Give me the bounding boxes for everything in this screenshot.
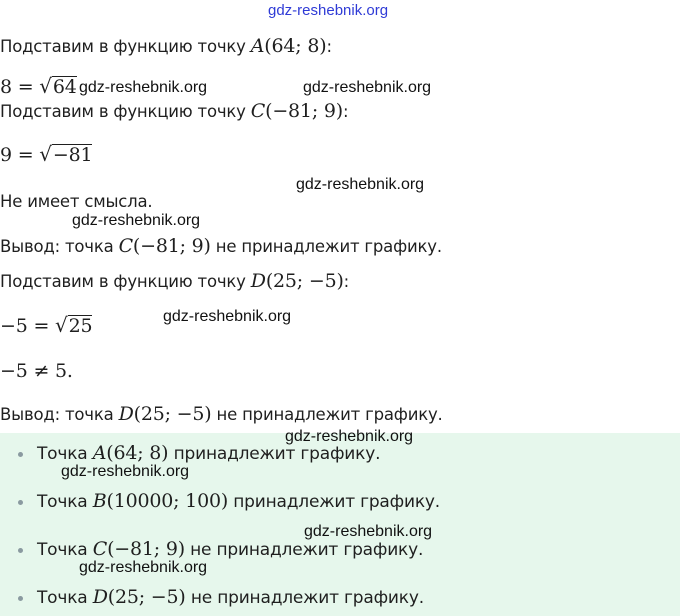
equation-d	[0, 315, 92, 337]
point-label: A	[250, 35, 265, 57]
watermark: gdz-reshebnik.org	[79, 559, 208, 576]
line-tail: :	[326, 37, 332, 56]
point-coords: (64; 8)	[264, 35, 327, 57]
point-coords: (25; −5)	[133, 403, 212, 425]
no-sense-note: Не имеет смысла.	[0, 192, 153, 211]
watermark: gdz-reshebnik.org	[79, 79, 208, 96]
radicand: −81	[52, 144, 93, 166]
point-label: D	[250, 270, 266, 292]
bullet-icon	[18, 548, 23, 553]
summary-tail: не принадлежит графику.	[185, 588, 424, 608]
watermark: gdz-reshebnik.org	[285, 428, 414, 445]
watermark: gdz-reshebnik.org	[61, 463, 190, 480]
substitution-line-c	[0, 101, 348, 122]
summary-prefix: Точка	[37, 540, 93, 560]
bullet-icon	[18, 452, 23, 457]
watermark: gdz-reshebnik.org	[72, 212, 201, 229]
radicand: 64	[52, 76, 77, 98]
point-label: A	[92, 442, 107, 464]
point-coords: (−81; 9)	[265, 100, 343, 122]
point-coords: (−81; 9)	[132, 235, 211, 257]
watermark: gdz-reshebnik.org	[304, 523, 433, 540]
equation-lhs: 9 =	[0, 144, 40, 166]
conclusion-c	[0, 236, 442, 257]
point-coords: (25; −5)	[265, 270, 344, 292]
point-label: D	[92, 586, 108, 608]
summary-tail: принадлежит графику.	[168, 444, 381, 464]
line-text: Вывод: точка	[0, 237, 119, 256]
summary-prefix: Точка	[37, 444, 93, 464]
point-coords: (64; 8)	[106, 442, 169, 464]
equation-lhs: −5 =	[0, 315, 56, 337]
equation-c	[0, 144, 92, 166]
summary-tail: не принадлежит графику.	[184, 540, 424, 560]
summary-item-c	[18, 538, 423, 560]
line-text: Вывод: точка	[0, 405, 119, 424]
bullet-icon	[18, 500, 23, 505]
line-text: Подставим в функцию точку	[0, 102, 251, 121]
sqrt-expression: √64	[39, 74, 77, 98]
point-coords: (−81; 9)	[107, 538, 185, 560]
summary-tail: принадлежит графику.	[228, 492, 440, 512]
line-text: Подставим в функцию точку	[0, 272, 251, 291]
point-label: C	[118, 235, 133, 257]
substitution-line-d	[0, 271, 349, 292]
point-label: D	[118, 403, 134, 425]
equation-lhs: 8 =	[0, 76, 40, 98]
radicand: 25	[68, 315, 93, 337]
watermark: gdz-reshebnik.org	[296, 176, 425, 193]
point-coords: (25; −5)	[107, 586, 186, 608]
conclusion-d	[0, 404, 443, 425]
inequality-d: −5 ≠ 5.	[0, 360, 73, 382]
line-tail: не принадлежит графику.	[211, 405, 443, 424]
equation-a	[0, 76, 77, 98]
watermark-top: gdz-reshebnik.org	[268, 2, 389, 19]
sqrt-expression: √−81	[39, 142, 93, 166]
point-label: C	[92, 538, 108, 560]
summary-item-b	[18, 490, 440, 512]
watermark: gdz-reshebnik.org	[303, 79, 432, 96]
line-tail: не принадлежит графику.	[210, 237, 442, 256]
watermark: gdz-reshebnik.org	[163, 308, 292, 325]
sqrt-expression: √25	[55, 313, 93, 337]
substitution-line-a	[0, 36, 332, 57]
summary-prefix: Точка	[37, 492, 93, 512]
bullet-icon	[18, 596, 23, 601]
line-tail: :	[342, 102, 349, 121]
summary-item-d	[18, 586, 424, 608]
point-coords: (10000; 100)	[106, 490, 229, 512]
line-tail: :	[343, 272, 350, 291]
line-text: Подставим в функцию точку	[0, 37, 251, 56]
point-label: B	[92, 490, 107, 512]
point-label: C	[250, 100, 266, 122]
summary-prefix: Точка	[37, 588, 93, 608]
